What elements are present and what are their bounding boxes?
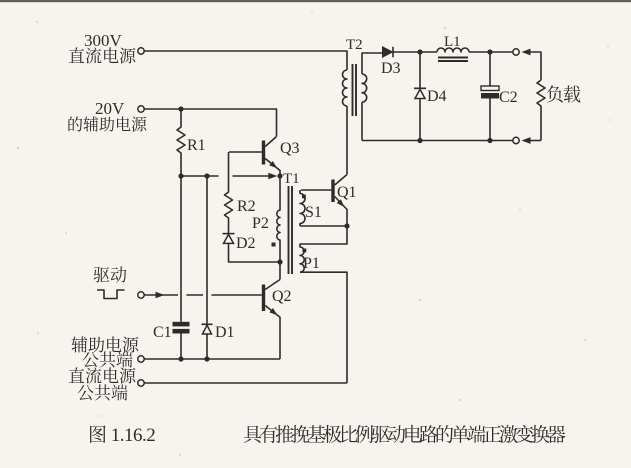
- scan-edge-artifact: [0, 0, 631, 2]
- s1-label: S1: [305, 204, 322, 221]
- p1-label: P1: [303, 255, 320, 272]
- figure-number: 图 1.16.2: [88, 425, 156, 446]
- dc-300v-name-label: 直流电源: [68, 47, 136, 66]
- p2-phase-dot: [272, 243, 276, 247]
- q2-label: Q2: [272, 288, 292, 305]
- c1-label: C1: [153, 324, 172, 341]
- drive-label: 驱动: [93, 266, 127, 285]
- p2-label: P2: [252, 215, 269, 232]
- drive-terminal: [138, 292, 144, 298]
- q3-label: Q3: [280, 140, 300, 157]
- output-positive-terminal: [513, 49, 519, 55]
- c1-plate-bottom: [173, 329, 190, 334]
- r1-label: R1: [187, 137, 206, 154]
- d4-label: D4: [427, 88, 447, 105]
- p1-phase-dot: [303, 249, 307, 253]
- t1-label: T1: [283, 171, 300, 187]
- d3-label: D3: [381, 60, 401, 77]
- output-negative-terminal: [513, 137, 519, 143]
- aux-common-label-1: 辅助电源: [71, 336, 139, 355]
- dc-common-label-1: 直流电源: [68, 367, 136, 386]
- figure-title: 具有推挽基极比例驱动电路的单端正激变换器: [243, 425, 564, 446]
- load-label: 负载: [546, 85, 580, 105]
- d2-label: D2: [236, 235, 256, 252]
- q1-label: Q1: [337, 184, 357, 201]
- c2-plate-top: [481, 86, 499, 91]
- aux-20v-name-label: 的辅助电源: [67, 117, 148, 134]
- s1-phase-dot: [302, 195, 306, 199]
- aux-20v-voltage-label: 20V: [95, 99, 125, 118]
- dc-common-terminal: [138, 380, 144, 386]
- c1-plate-top: [173, 322, 190, 327]
- aux-common-label-2: 公共端: [82, 351, 133, 370]
- dc-common-label-2: 公共端: [77, 384, 128, 403]
- dc-300v-voltage-label: 300V: [84, 31, 122, 50]
- t2-label: T2: [346, 37, 363, 53]
- aux-common-terminal: [138, 356, 144, 362]
- d1-label: D1: [215, 324, 235, 341]
- aux-20v-terminal: [138, 106, 144, 112]
- c2-plate-bottom: [481, 93, 499, 99]
- c2-label: C2: [499, 89, 518, 106]
- r2-label: R2: [237, 198, 256, 215]
- dc-300v-terminal: [138, 48, 144, 54]
- l1-label: L1: [444, 34, 461, 50]
